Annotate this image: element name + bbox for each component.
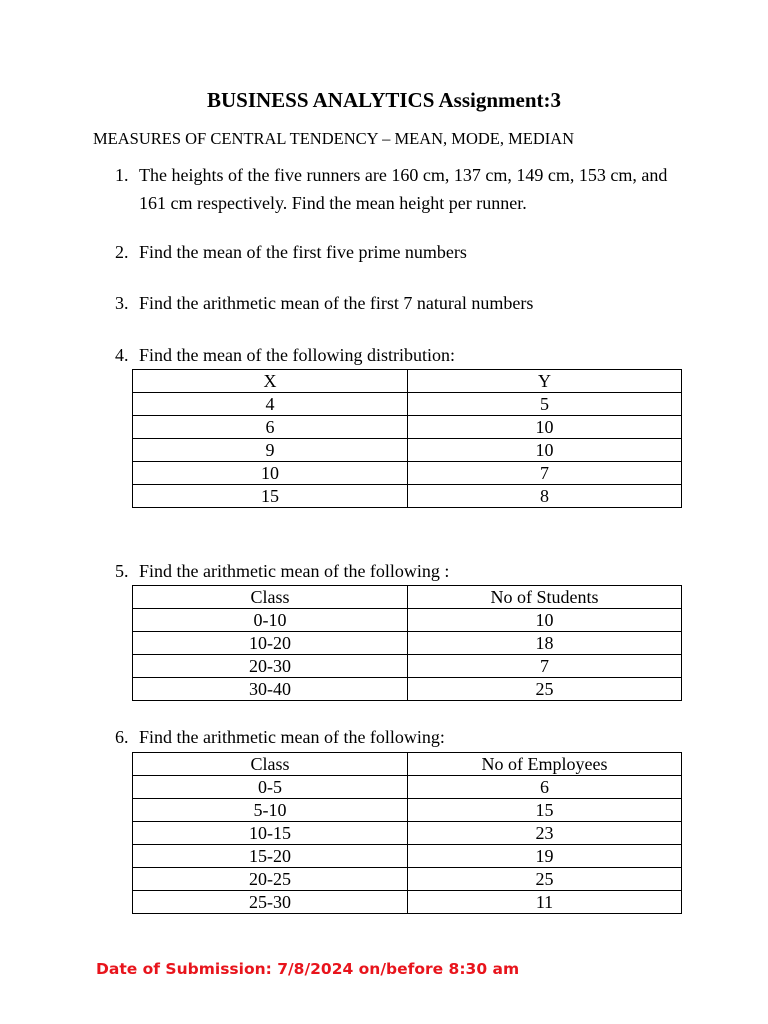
table-header-cell: X xyxy=(133,370,408,393)
table-row xyxy=(133,393,682,416)
table-row xyxy=(133,822,682,845)
table-row xyxy=(133,891,682,914)
table-cell: 7 xyxy=(408,462,682,485)
table-cell: 25 xyxy=(408,868,682,891)
table-cell: 10 xyxy=(408,609,682,632)
table-cell: 18 xyxy=(408,632,682,655)
table-cell: 20-25 xyxy=(133,868,408,891)
page-subtitle: MEASURES OF CENTRAL TENDENCY – MEAN, MODE, MEDIAN xyxy=(93,129,575,148)
question-number: 2. xyxy=(115,242,129,262)
table-cell: 23 xyxy=(408,822,682,845)
table-cell: 10-15 xyxy=(133,822,408,845)
table-cell: 30-40 xyxy=(133,678,408,701)
table-cell: 25-30 xyxy=(133,891,408,914)
table-row xyxy=(133,678,682,701)
question-text: Find the arithmetic mean of the following : xyxy=(139,561,450,581)
question-number: 3. xyxy=(115,293,129,313)
table-row xyxy=(133,799,682,822)
question-number: 1. xyxy=(115,165,129,185)
submission-date: Date of Submission: 7/8/2024 on/before 8:30 am xyxy=(96,960,520,978)
question-number: 4. xyxy=(115,345,129,365)
table-cell: 11 xyxy=(408,891,682,914)
distribution-table-q4 xyxy=(132,369,682,508)
table-header-cell: Class xyxy=(133,586,408,609)
table-header-cell: Class xyxy=(133,753,408,776)
table-header-cell: No of Employees xyxy=(408,753,682,776)
table-cell: 10-20 xyxy=(133,632,408,655)
table-cell: 15 xyxy=(408,799,682,822)
table-row xyxy=(133,609,682,632)
table-cell: 6 xyxy=(133,416,408,439)
question-text: Find the mean of the following distribution: xyxy=(139,345,455,365)
table-row xyxy=(133,868,682,891)
table-cell: 0-5 xyxy=(133,776,408,799)
table-cell: 10 xyxy=(408,416,682,439)
question-number: 6. xyxy=(115,727,129,747)
table-cell: 10 xyxy=(133,462,408,485)
table-cell: 20-30 xyxy=(133,655,408,678)
students-table-q5 xyxy=(132,585,682,701)
table-cell: 6 xyxy=(408,776,682,799)
table-cell: 15-20 xyxy=(133,845,408,868)
table-cell: 7 xyxy=(408,655,682,678)
table-cell: 8 xyxy=(408,485,682,508)
question-number: 5. xyxy=(115,561,129,581)
question-text: Find the arithmetic mean of the first 7 natural numbers xyxy=(139,293,534,313)
table-row xyxy=(133,485,682,508)
table-header-row xyxy=(133,370,682,393)
question-text: The heights of the five runners are 160 cm, 137 cm, 149 cm, 153 cm, and 161 cm respectively. Find the mean height per runner. xyxy=(139,165,668,213)
table-row xyxy=(133,632,682,655)
table-cell: 15 xyxy=(133,485,408,508)
table-cell: 0-10 xyxy=(133,609,408,632)
table-row xyxy=(133,655,682,678)
page-title: BUSINESS ANALYTICS Assignment:3 xyxy=(206,88,561,112)
table-row xyxy=(133,776,682,799)
table-cell: 19 xyxy=(408,845,682,868)
table-cell: 5-10 xyxy=(133,799,408,822)
employees-table-q6 xyxy=(132,752,682,914)
table-header-cell: Y xyxy=(408,370,682,393)
question-text: Find the mean of the first five prime numbers xyxy=(139,242,467,262)
table-row xyxy=(133,439,682,462)
table-cell: 4 xyxy=(133,393,408,416)
table-cell: 25 xyxy=(408,678,682,701)
table-row xyxy=(133,845,682,868)
question-text: Find the arithmetic mean of the following: xyxy=(139,727,445,747)
table-cell: 9 xyxy=(133,439,408,462)
table-cell: 5 xyxy=(408,393,682,416)
table-header-cell: No of Students xyxy=(408,586,682,609)
table-header-row xyxy=(133,586,682,609)
table-row xyxy=(133,416,682,439)
table-cell: 10 xyxy=(408,439,682,462)
table-header-row xyxy=(133,753,682,776)
table-row xyxy=(133,462,682,485)
